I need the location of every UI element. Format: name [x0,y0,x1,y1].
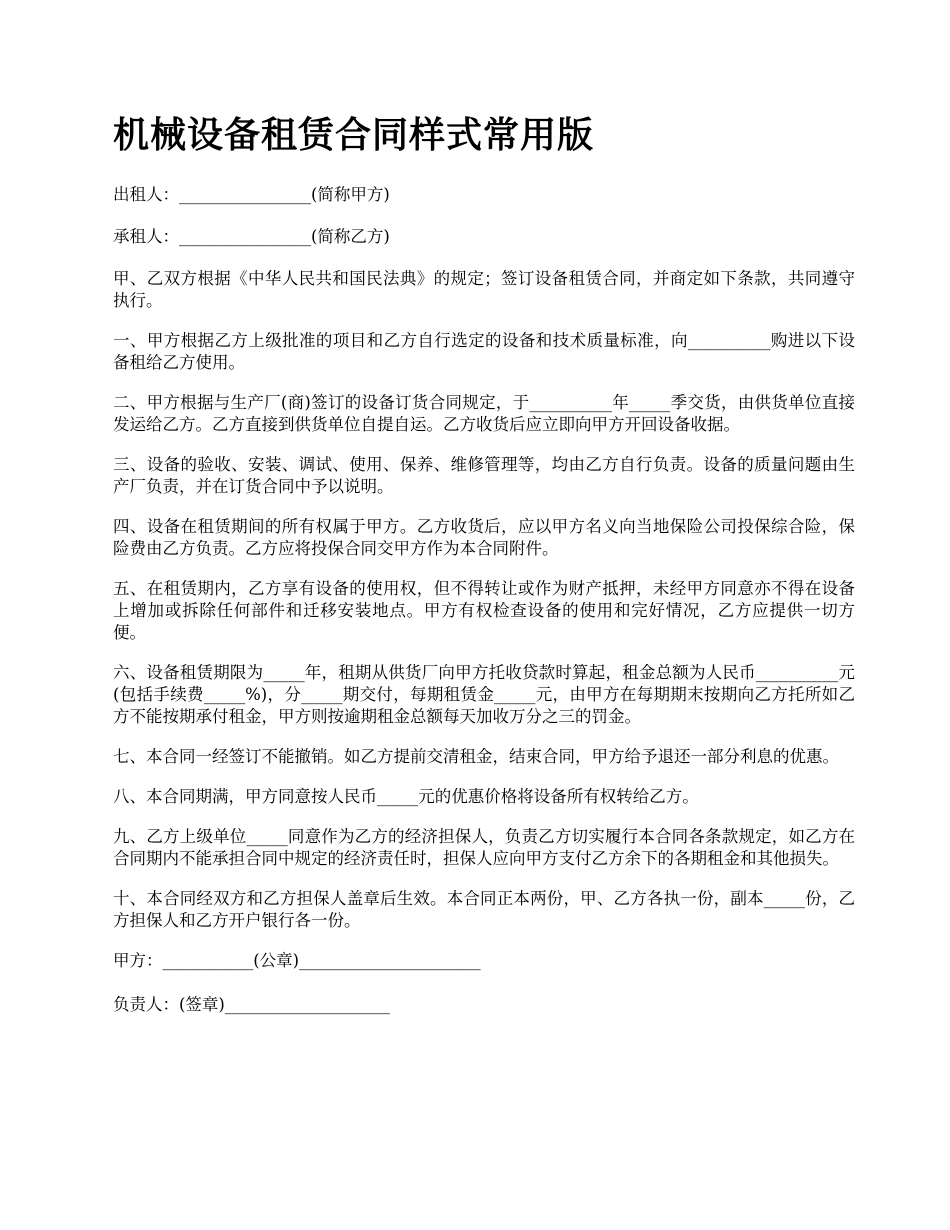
clause-10: 十、本合同经双方和乙方担保人盖章后生效。本合同正本两份，甲、乙方各执一份，副本_____份，乙方担保人和乙方开户银行各一份。 [113,889,855,930]
document-page [113,110,855,1038]
clause-5: 五、在租赁期内，乙方享有设备的使用权，但不得转让或作为财产抵押，未经甲方同意亦不得在设备上增加或拆除任何部件和迁移安装地点。甲方有权检查设备的使用和完好情况，乙方应提供一切方便。 [113,579,855,642]
clause-9: 九、乙方上级单位_____同意作为乙方的经济担保人，负责乙方切实履行本合同各条款规定，如乙方在合同期内不能承担合同中规定的经济责任时，担保人应向甲方支付乙方余下的各期租金和其他损失。 [113,827,855,868]
clause-8: 八、本合同期满，甲方同意按人民币_____元的优惠价格将设备所有权转给乙方。 [113,787,699,806]
lessee-line: 承租人：________________(简称乙方) [113,227,390,246]
clause-3: 三、设备的验收、安装、调试、使用、保养、维修管理等，均由乙方自行负责。设备的质量问题由生产厂负责，并在订货合同中予以说明。 [113,455,855,496]
clause-2: 二、甲方根据与生产厂(商)签订的设备订货合同规定，于__________年_____季交货，由供货单位直接发运给乙方。乙方直接到供货单位自提自运。乙方收货后应立即向甲方开回设备收据。 [113,393,855,434]
responsible-signature-line: 负责人：(签章)____________________ [113,995,390,1014]
document-title: 机械设备租赁合同样式常用版 [113,115,595,156]
intro-paragraph: 甲、乙双方根据《中华人民共和国民法典》的规定；签订设备租赁合同，并商定如下条款，共同遵守执行。 [113,269,855,310]
clause-7: 七、本合同一经签订不能撤销。如乙方提前交清租金，结束合同，甲方给予退还一部分利息的优惠。 [113,747,839,766]
lessor-line: 出租人：________________(简称甲方) [113,185,390,204]
clause-6: 六、设备租赁期限为_____年，租期从供货厂向甲方托收贷款时算起，租金总额为人民币__________元(包括手续费_____%)，分_____期交付，每期租赁金_____元，由甲方在每期期末按期向乙方托所如乙方不能按期承付租金，甲方则按逾期租金总额每天加收万分之三的罚金。 [113,663,855,726]
party-a-signature-line: 甲方：___________(公章)______________________ [113,951,481,970]
clause-4: 四、设备在租赁期间的所有权属于甲方。乙方收货后，应以甲方名义向当地保险公司投保综合险，保险费由乙方负责。乙方应将投保合同交甲方作为本合同附件。 [113,517,855,558]
clause-1: 一、甲方根据乙方上级批准的项目和乙方自行选定的设备和技术质量标准，向__________购进以下设备租给乙方使用。 [113,331,855,372]
